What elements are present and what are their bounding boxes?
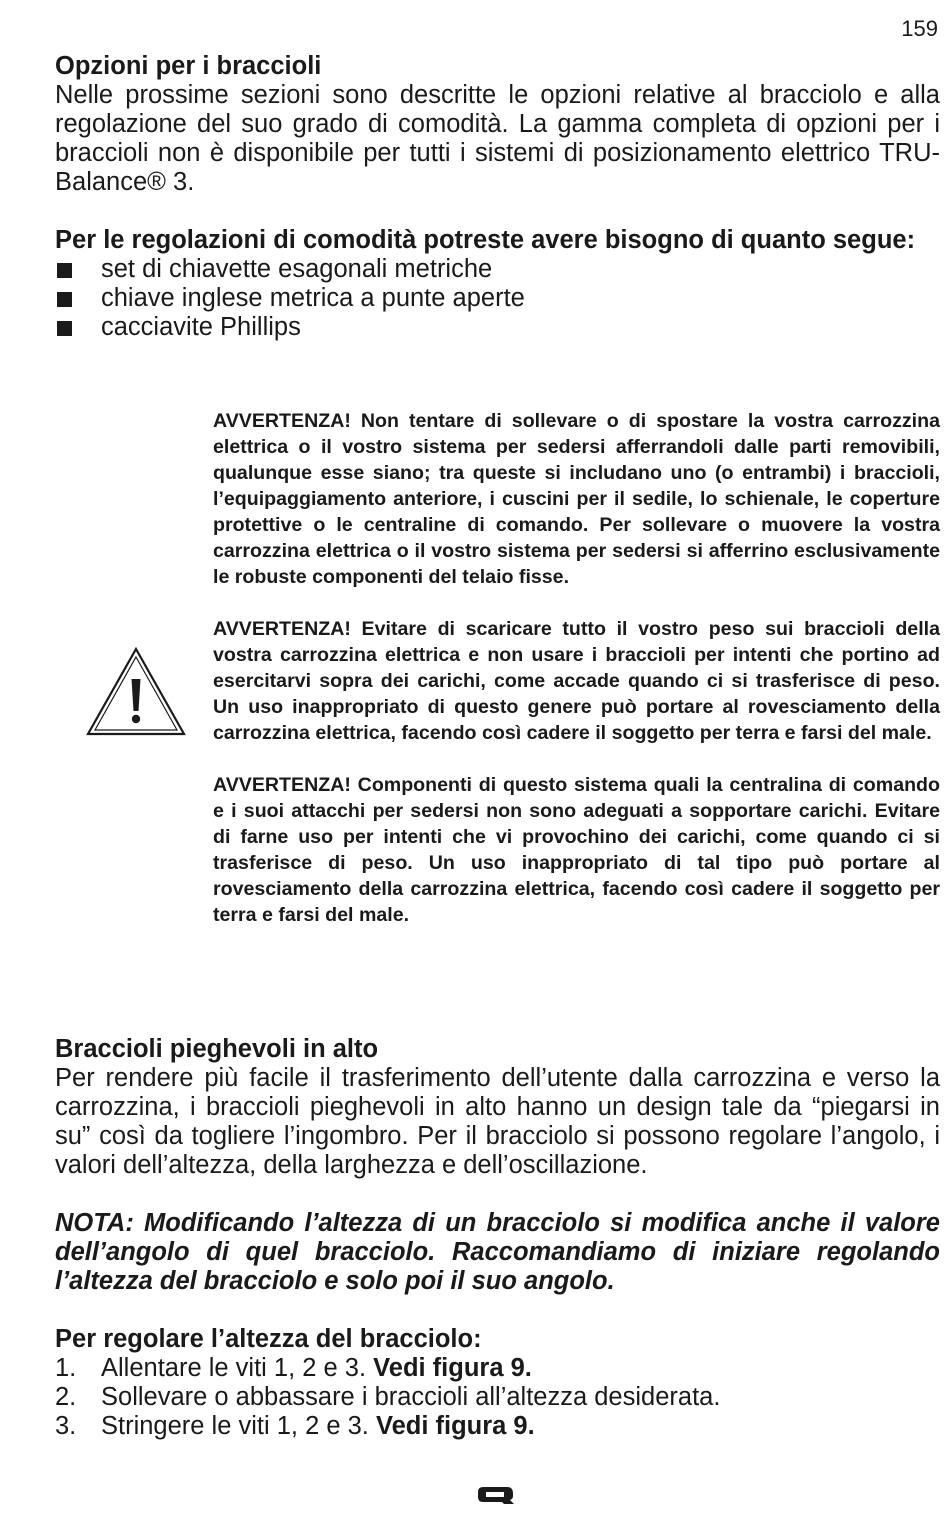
procedure-steps bbox=[55, 1354, 940, 1441]
tools-heading: Per le regolazioni di comodità potreste avere bisogno di quanto segue: bbox=[55, 226, 916, 254]
list-item: set di chiavette esagonali metriche bbox=[55, 255, 940, 284]
list-item: 3. Stringere le viti 1, 2 e 3. Vedi figura 9. bbox=[55, 1412, 535, 1440]
section-body-flip-up-armrests: Per rendere più facile il trasferimento dell’utente dalla carrozzina e verso la carrozzina, i braccioli pieghevoli in alto hanno un design tale da “piegarsi in su” così da togliere l’ingombro. Per il bracciolo si possono regolare l’angolo, i valori dell’altezza, della larghezza e dell’oscillazione. bbox=[55, 1064, 940, 1179]
lower-section bbox=[55, 1035, 940, 1441]
bullet-square-icon bbox=[57, 263, 72, 278]
warning-text: AVVERTENZA! Evitare di scaricare tutto il vostro peso sui braccioli della vostra carrozzina elettrica e non usare i braccioli per intenti che portino ad esercitarvi sopra dei carichi, come accade quando ci si trasferisce di peso. Un uso inappropriato di questo genere può portare al rovesciamento della carrozzina elettrica, facendo così cadere il soggetto per terra e farsi del male. bbox=[213, 618, 940, 744]
upper-section bbox=[55, 52, 940, 342]
section-heading-armrest-options: Opzioni per i braccioli bbox=[55, 52, 322, 80]
procedure-heading: Per regolare l’altezza del bracciolo: bbox=[55, 1325, 482, 1353]
figure-reference: Vedi figura 9. bbox=[373, 1354, 532, 1382]
warning-triangle-icon bbox=[84, 645, 188, 739]
page-number: 159 bbox=[901, 16, 938, 41]
section-body-armrest-options: Nelle prossime sezioni sono descritte le opzioni relative al bracciolo e alla regolazione del suo grado di comodità. La gamma completa di opzioni per i braccioli non è disponibile per tutti i sistemi di posizionamento elettrico TRU-Balance® 3. bbox=[55, 81, 940, 196]
list-item: chiave inglese metrica a punte aperte bbox=[55, 284, 940, 313]
list-item: 2. Sollevare o abbassare i braccioli all’altezza desiderata. bbox=[55, 1383, 721, 1411]
warning-text: AVVERTENZA! Non tentare di sollevare o di spostare la vostra carrozzina elettrica o il vostro sistema per sedersi afferrandoli dalle parti removibili, qualunque esse siano; tra queste si includano uno (o entrambi) i braccioli, l’equipaggiamento anteriore, i cuscini per il sedile, lo schienale, le coperture protettive o le centraline di comando. Per sollevare o muovere la vostra carrozzina elettrica o il vostro sistema per sedersi si afferrino esclusivamente le robuste componenti del telaio fisse. bbox=[213, 410, 940, 588]
bullet-square-icon bbox=[57, 292, 72, 307]
note-text: NOTA: Modificando l’altezza di un bracciolo si modifica anche il valore dell’angolo di quel bracciolo. Raccomandiamo di iniziare regolando l’altezza del bracciolo e solo poi il suo angolo. bbox=[55, 1209, 940, 1295]
list-item: 1. Allentare le viti 1, 2 e 3. Vedi figura 9. bbox=[55, 1354, 532, 1382]
bullet-square-icon bbox=[57, 321, 72, 336]
warning-text: AVVERTENZA! Componenti di questo sistema quali la centralina di comando e i suoi attacchi per sedersi non sono adeguati a sopportare carichi. Evitare di farne uso per intenti che vi provochino dei carichi, come quando ci si trasferisce di peso. Un uso inappropriato di tal tipo può portare al rovesciamento della carrozzina elettrica, facendo così cadere il soggetto per terra e farsi del male. bbox=[213, 774, 940, 926]
figure-reference: Vedi figura 9. bbox=[375, 1412, 535, 1440]
list-item: cacciavite Phillips bbox=[55, 313, 940, 342]
tools-list bbox=[55, 255, 940, 342]
section-heading-flip-up-armrests: Braccioli pieghevoli in alto bbox=[55, 1035, 379, 1063]
warnings-block bbox=[213, 408, 940, 954]
brand-q-logo-icon bbox=[477, 1485, 515, 1505]
